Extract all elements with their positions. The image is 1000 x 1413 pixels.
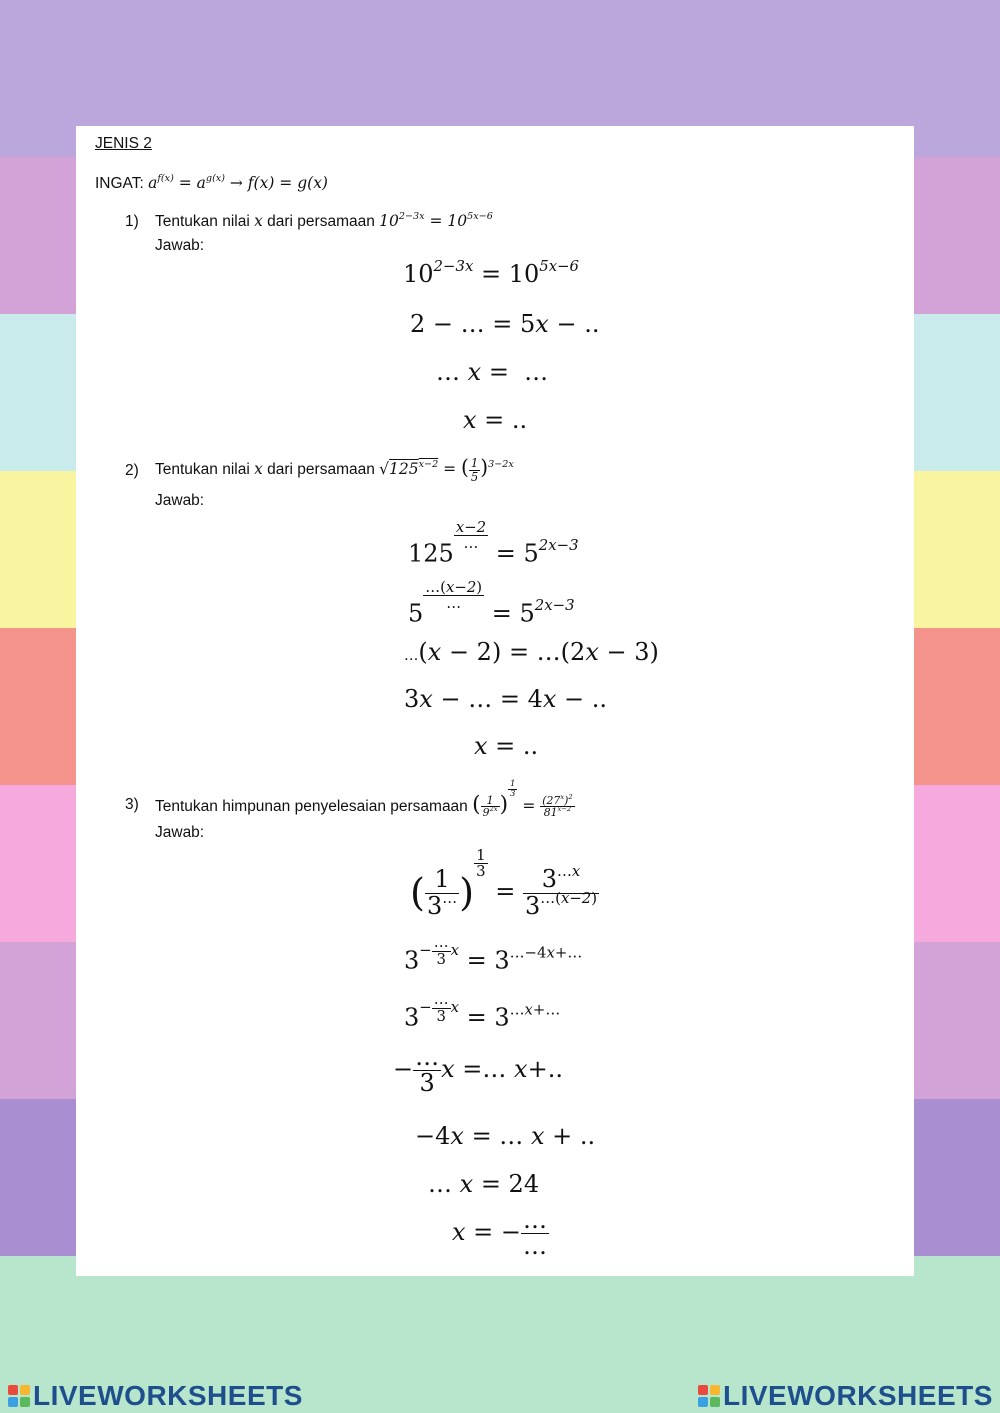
problem-number: 1) bbox=[125, 213, 139, 230]
problem-number: 3) bbox=[125, 796, 139, 813]
equation-step: x = .. bbox=[474, 732, 539, 760]
equation-step: −4x = … x + .. bbox=[415, 1122, 596, 1150]
equation-step: $3^{- \frac{\dots}{3} x} = 3^{\dots x+\dots}$ bbox=[404, 990, 561, 1032]
equation-step: … x = 24 bbox=[428, 1170, 540, 1198]
section-heading: JENIS 2 bbox=[95, 135, 152, 152]
equation-step: x = .. bbox=[463, 406, 528, 434]
problem-prompt: Tentukan nilai x dari persamaan $√125^{x-2}$ = ( $\frac{1}{5}$ )$^{3-2x}$ bbox=[155, 455, 514, 484]
answer-label: Jawab: bbox=[155, 824, 205, 841]
reminder-formula: $a^{f(x)} = a^{g(x)} \to f(x) = g(x)$ bbox=[148, 172, 328, 192]
reminder-line bbox=[95, 174, 328, 193]
liveworksheets-logo-right: LIVEWORKSHEETS bbox=[698, 1380, 993, 1412]
equation-step: 5 $\frac{\dots(x-2)}{\dots}$ = $5^{2x-3}$ bbox=[408, 578, 575, 628]
problem-prompt: Tentukan himpunan penyelesaian persamaan ( $\frac{1}{9^{2x}}$ ) $\frac{1}{3}$ = $\frac{(27^x)^2}{81^{x-2}}$ bbox=[155, 779, 573, 820]
reminder-label: INGAT: bbox=[95, 175, 144, 192]
liveworksheets-icon bbox=[698, 1385, 720, 1407]
problem-number: 2) bbox=[125, 462, 139, 479]
equation-step: 2 − … = 5x − .. bbox=[410, 310, 600, 338]
answer-label: Jawab: bbox=[155, 237, 205, 254]
equation-step: 3x − … = 4x − .. bbox=[404, 685, 608, 713]
equation-step: $10^{2-3x} = 10^{5x-6}$ bbox=[403, 256, 580, 288]
problem-prompt: Tentukan nilai x dari persamaan $10^{2-3x} = 10^{5x-6}$ bbox=[155, 210, 493, 230]
equation-step: ( $\frac{1}{3^\dots}$ ) $\frac{1}{3}$ = $\frac{3^{\dots x}}{3^{\dots(x-2)}}$ bbox=[410, 846, 598, 920]
equation-step: − $\frac{\dots}{3}$ x =… x+.. bbox=[393, 1043, 563, 1098]
answer-label: Jawab: bbox=[155, 492, 205, 509]
equation-step: … x = … bbox=[436, 358, 549, 386]
equation-step: 125 $\frac{x-2}{\dots}$ = $5^{2x-3}$ bbox=[408, 518, 579, 568]
equation-step: x = − $\frac{\dots}{\dots}$ bbox=[452, 1206, 548, 1261]
liveworksheets-logo-left: LIVEWORKSHEETS bbox=[8, 1380, 303, 1412]
liveworksheets-icon bbox=[8, 1385, 30, 1407]
equation-step: $3^{- \frac{\dots}{3} x} = 3^{\dots-4x+\dots}$ bbox=[404, 933, 583, 975]
equation-step: …(x − 2) = …(2x − 3) bbox=[404, 638, 659, 666]
